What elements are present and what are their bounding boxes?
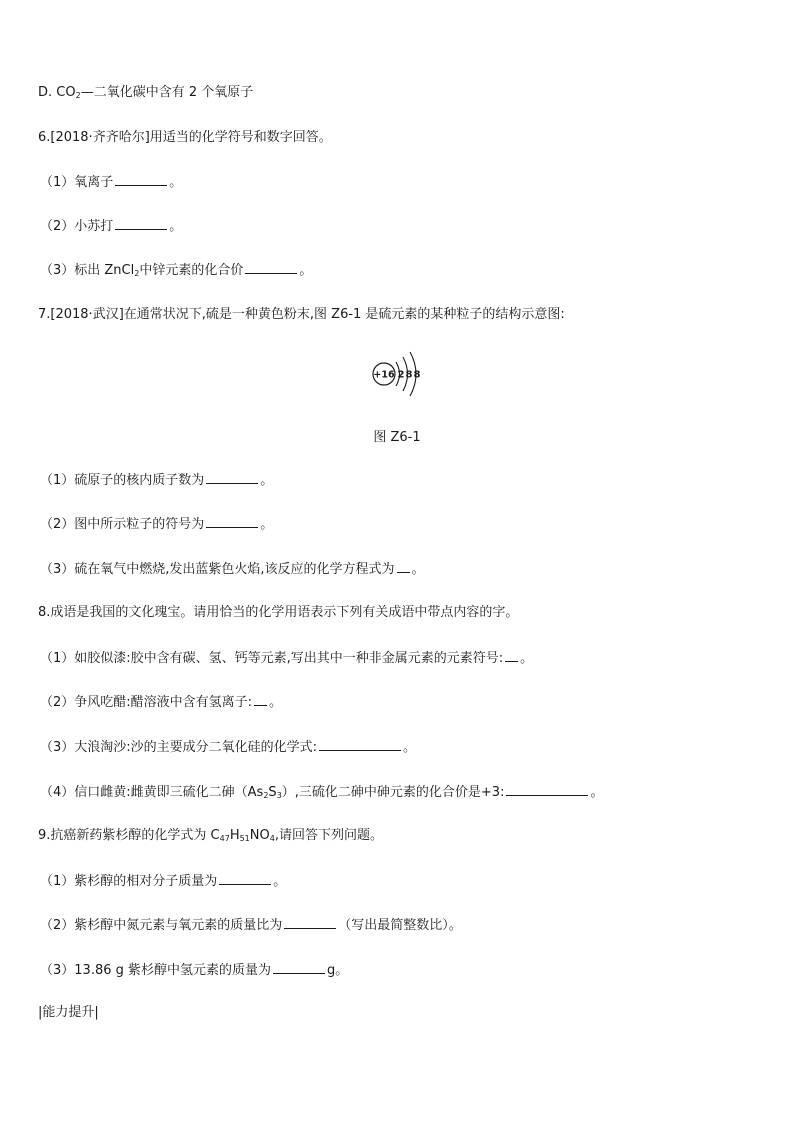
q6-part3 (40, 261, 312, 280)
shell-2-electrons: 8 (405, 369, 413, 381)
q9-part3-rest: g。 (327, 963, 349, 978)
period: 。 (260, 473, 274, 488)
q8-part4-rest: ）,三硫化二砷中砷元素的化合价是+3: (281, 785, 505, 800)
period: 。 (590, 785, 604, 800)
subscript: 2 (75, 91, 81, 100)
answer-blank[interactable] (319, 738, 401, 751)
q7-part3 (40, 560, 425, 579)
answer-blank[interactable] (219, 872, 271, 885)
q9-part2-text: （2）紫杉醇中氮元素与氧元素的质量比为 (40, 918, 283, 933)
q9-header-h: H (229, 828, 240, 843)
q8-part4-text: （4）信口雌黄:雌黄即三硫化二砷（As (40, 785, 264, 800)
q9-header-text: 9.抗癌新药紫杉醇的化学式为 C (38, 828, 220, 843)
subscript: 47 (219, 834, 230, 843)
subscript: 3 (276, 791, 282, 800)
q9-part1 (40, 872, 286, 891)
subscript: 2 (134, 269, 140, 278)
subscript: 51 (239, 834, 250, 843)
answer-blank[interactable] (115, 217, 167, 230)
q8-part3 (40, 738, 416, 757)
shell-1-electrons: 2 (397, 369, 405, 381)
q6-part3-text: （3）标出 ZnCl (40, 263, 135, 278)
nucleus-charge: +16 (373, 369, 395, 381)
answer-blank[interactable] (505, 649, 518, 662)
q6-part1 (40, 173, 182, 192)
q8-part1 (40, 649, 533, 668)
sulfur-ion-structure-diagram (367, 346, 427, 404)
answer-blank[interactable] (397, 560, 410, 573)
subscript: 4 (269, 834, 275, 843)
answer-blank[interactable] (284, 916, 336, 929)
option-d-rest: —二氧化碳中含有 2 个氧原子 (80, 85, 254, 100)
answer-blank[interactable] (115, 173, 167, 186)
q8-part4 (40, 783, 603, 802)
period: 。 (269, 695, 283, 710)
answer-blank[interactable] (245, 261, 297, 274)
q8-part3-text: （3）大浪淘沙:沙的主要成分二氧化硅的化学式: (40, 740, 318, 755)
q9-part3 (40, 961, 348, 980)
q7-part2-text: （2）图中所示粒子的符号为 (40, 517, 205, 532)
answer-blank[interactable] (206, 471, 258, 484)
period: 。 (299, 263, 313, 278)
shell-3-electrons: 8 (413, 369, 421, 381)
q8-part4-s: S (268, 785, 277, 800)
q7-part2 (40, 515, 273, 534)
period: 。 (260, 517, 274, 532)
q6-part2 (40, 217, 182, 236)
subscript: 2 (263, 791, 269, 800)
q9-header-no: NO (249, 828, 270, 843)
q8-part1-text: （1）如胶似漆:胶中含有碳、氢、钙等元素,写出其中一种非金属元素的元素符号: (40, 651, 504, 666)
q9-part3-text: （3）13.86 g 紫杉醇中氢元素的质量为 (40, 963, 272, 978)
period: 。 (520, 651, 534, 666)
q8-part2 (40, 693, 282, 712)
q7-part3-text: （3）硫在氧气中燃烧,发出蓝紫色火焰,该反应的化学方程式为 (40, 562, 395, 577)
q9-header (38, 827, 383, 845)
q9-part1-text: （1）紫杉醇的相对分子质量为 (40, 874, 218, 889)
period: 。 (411, 562, 425, 577)
section-heading: |能力提升| (38, 1005, 99, 1020)
q7-part1 (40, 471, 273, 490)
answer-blank[interactable] (506, 783, 588, 796)
q7-header: 7.[2018·武汉]在通常状况下,硫是一种黄色粉末,图 Z6-1 是硫元素的某种粒子的结构示意图: (38, 307, 565, 322)
period: 。 (169, 175, 183, 190)
q6-part2-text: （2）小苏打 (40, 219, 114, 234)
q9-part2-rest: （写出最简整数比）。 (338, 918, 462, 933)
period: 。 (403, 740, 417, 755)
q7-part1-text: （1）硫原子的核内质子数为 (40, 473, 205, 488)
answer-blank[interactable] (206, 515, 258, 528)
q9-header-rest: ,请回答下列问题。 (274, 828, 383, 843)
q6-part1-text: （1）氧离子 (40, 175, 114, 190)
option-d (38, 84, 253, 102)
q9-part2 (40, 916, 462, 935)
period: 。 (273, 874, 287, 889)
option-d-text: D. CO (38, 85, 76, 100)
q6-header: 6.[2018·齐齐哈尔]用适当的化学符号和数字回答。 (38, 130, 332, 145)
figure-caption: 图 Z6-1 (373, 430, 421, 445)
answer-blank[interactable] (254, 693, 267, 706)
period: 。 (169, 219, 183, 234)
q8-header: 8.成语是我国的文化瑰宝。请用恰当的化学用语表示下列有关成语中带点内容的字。 (38, 605, 519, 620)
q6-part3-rest: 中锌元素的化合价 (139, 263, 244, 278)
q8-part2-text: （2）争风吃醋:醋溶液中含有氢离子: (40, 695, 253, 710)
answer-blank[interactable] (273, 961, 325, 974)
